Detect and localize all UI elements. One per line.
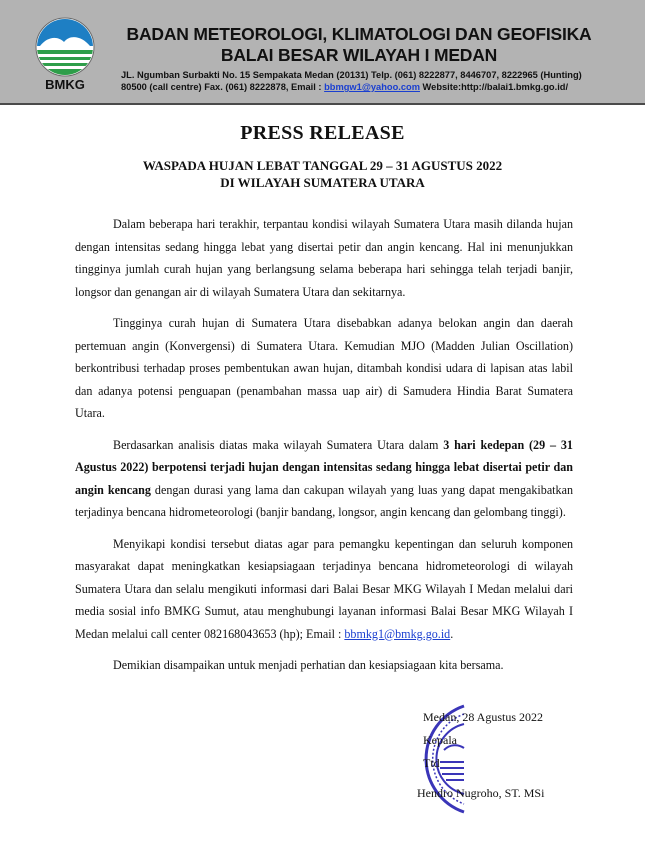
- document-body: [75, 213, 573, 686]
- paragraph-3: [75, 434, 573, 524]
- document-subtitle-line-2: DI WILAYAH SUMATERA UTARA: [220, 175, 425, 190]
- signature-signed: Ttd: [423, 756, 440, 770]
- address-line-2: [121, 82, 621, 92]
- signature-place-date: Medan, 28 Agustus 2022: [423, 710, 543, 724]
- body-email-link[interactable]: bbmkg1@bmkg.go.id: [344, 626, 451, 641]
- paragraph-2: Tingginya curah hujan di Sumatera Utara disebabkan adanya belokan angin dan daerah pertemuan angin (Konvergensi) di Sumatera Utara. Kemudian MJO (Madden Julian Oscillation) berkontribusi terhadap proses pembentukan awan hujan, ditambah kondisi udara di lapisan atas labil dan adanya potensi penguapan (penambahan massa uap air) di Samudera Hindia Barat Sumatera Utara.: [75, 316, 573, 420]
- paragraph-3-bold: 3 hari kedepan (29 – 31 Agustus 2022) berpotensi terjadi hujan dengan intensitas sedang hingga lebat disertai petir dan angin kencang: [75, 437, 573, 497]
- paragraph-4: [75, 533, 573, 646]
- signatory-name: Hendro Nugroho, ST. MSi: [417, 786, 545, 800]
- document-title: PRESS RELEASE: [240, 122, 405, 144]
- paragraph-3-prefix: Berdasarkan analisis diatas maka wilayah Sumatera Utara dalam: [113, 437, 444, 452]
- address-suffix: Website:http://balai1.bmkg.go.id/: [419, 82, 569, 92]
- document-subtitle-line-1: WASPADA HUJAN LEBAT TANGGAL 29 – 31 AGUSTUS 2022: [142, 158, 503, 173]
- logo-text: BMKG: [45, 77, 85, 92]
- header-email-link[interactable]: bbmgw1@yahoo.com: [324, 82, 420, 92]
- paragraph-1: Dalam beberapa hari terakhir, terpantau kondisi wilayah Sumatera Utara masih dilanda hujan dengan intensitas sedang hingga lebat yang disertai petir dan angin kencang. Hal ini menunjukkan tingginya jumlah curah hujan yang berlangsung selama beberapa hari sehingga telah terjadi banjir, longsor dan genangan air di wilayah Sumatera Utara dan sekitarnya.: [75, 217, 573, 299]
- org-branch: BALAI BESAR WILAYAH I MEDAN: [220, 45, 498, 65]
- org-name: BADAN METEOROLOGI, KLIMATOLOGI DAN GEOFISIKA: [126, 24, 592, 44]
- address-prefix: 80500 (call centre) Fax. (061) 8222878, Email :: [121, 82, 325, 92]
- address-line-1: JL. Ngumban Surbakti No. 15 Sempakata Medan (20131) Telp. (061) 8222877, 8446707, 8222965 (Hunting): [121, 70, 582, 80]
- bmkg-logo: [34, 16, 96, 96]
- paragraph-4-end: .: [450, 626, 454, 641]
- paragraph-4-text: Menyikapi kondisi tersebut diatas agar para pemangku kepentingan dan seluruh komponen masyarakat dapat meningkatkan kesiapsiagaan terjadinya bencana hidrometeorologi di wilayah Sumatera Utara dan selalu mengikuti informasi dari Balai Besar MKG Wilayah I Medan melalui dari media sosial info BMKG Sumut, atau menghubungi layanan informasi Balai Besar MKG Wilayah I Medan melalui call center 082168043653 (hp); Email :: [75, 536, 573, 641]
- letterhead: [0, 0, 645, 105]
- paragraph-5: Demikian disampaikan untuk menjadi perhatian dan kesiapsiagaan kita bersama.: [113, 658, 504, 672]
- signature-position: Kepala: [423, 733, 457, 747]
- paragraph-3-suffix: dengan durasi yang lama dan cakupan wilayah yang luas yang dapat mengakibatkan terjadinya bencana hidrometeorologi (banjir bandang, longsor, angin kencang dan gelombang tinggi).: [75, 482, 574, 519]
